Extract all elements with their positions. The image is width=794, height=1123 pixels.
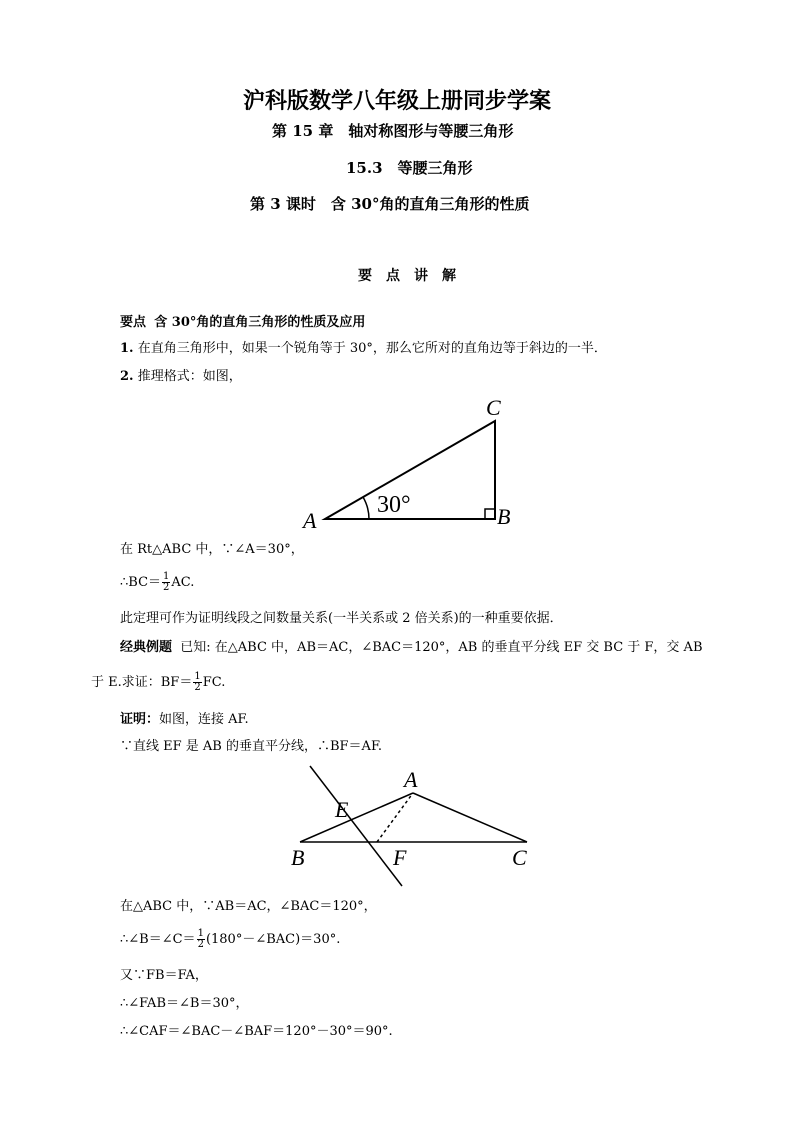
proof-step-3: 又∵FB＝FA，	[120, 968, 208, 983]
reasoning-line-2	[120, 572, 194, 593]
proof-intro	[120, 711, 249, 729]
fraction-half	[162, 572, 170, 593]
proof-step-5: ∴∠CAF＝∠BAC－∠BAF＝120°－30°＝90°.	[120, 1024, 393, 1039]
section-heading: 要 点 讲 解	[358, 268, 456, 284]
proof-step-4: ∴∠FAB＝∠B＝30°，	[120, 996, 249, 1011]
key-point	[120, 314, 365, 332]
example-continuation-end: FC.	[202, 675, 226, 690]
example	[120, 639, 703, 657]
example-continuation-start: 于 E.求证：BF＝	[91, 675, 193, 690]
proof-label: 证明：	[120, 712, 160, 727]
reasoning-line-2-end: AC.	[171, 575, 195, 590]
key-point-label: 要点	[120, 315, 147, 330]
point-f-label: F	[393, 845, 407, 870]
fraction-half	[193, 672, 201, 693]
vertex-b-label: B	[497, 504, 511, 529]
segment-ba	[300, 793, 413, 842]
fraction-denominator: 2	[194, 682, 201, 693]
key-point-title: 含 30°角的直角三角形的性质及应用	[154, 315, 366, 330]
angle-label: 30°	[377, 492, 411, 518]
proof-step-1: 在△ABC 中，∵AB＝AC，∠BAC＝120°，	[120, 899, 377, 914]
example-label: 经典例题	[120, 640, 173, 655]
fraction-numerator: 1	[197, 928, 204, 939]
proof-step-2-end: (180°－∠BAC)＝30°.	[205, 932, 341, 947]
proof-line-2: ∵直线 EF 是 AB 的垂直平分线，∴BF＝AF.	[120, 739, 383, 754]
proof-text: 如图，连接 AF.	[159, 712, 249, 727]
isosceles-triangle-figure	[285, 760, 535, 890]
vertex-c-label: C	[486, 395, 501, 420]
reasoning-line-1: 在 Rt△ABC 中，∵∠A＝30°，	[120, 542, 304, 557]
reasoning-note: 此定理可作为证明线段之间数量关系(一半关系或 2 倍关系)的一种重要依据．	[120, 611, 563, 626]
vertex-b-label: B	[291, 845, 305, 870]
vertex-c-label: C	[512, 845, 527, 870]
angle-arc	[363, 497, 369, 519]
example-continuation	[91, 672, 225, 693]
item-1-text: 在直角三角形中，如果一个锐角等于 30°，那么它所对的直角边等于斜边的一半．	[137, 341, 607, 356]
fraction-half	[197, 929, 205, 950]
item-2	[120, 368, 242, 386]
item-2-text: 推理格式：如图，	[137, 369, 242, 384]
right-angle-mark	[485, 509, 495, 519]
lesson-title: 第 3 课时 含 30°角的直角三角形的性质	[250, 195, 530, 213]
section-title: 15.3 等腰三角形	[346, 159, 473, 177]
proof-step-2	[120, 929, 340, 950]
item-2-number: 2.	[120, 369, 134, 384]
item-1-number: 1.	[120, 341, 134, 356]
segment-ac	[413, 793, 527, 842]
fraction-denominator: 2	[197, 939, 204, 950]
fraction-denominator: 2	[163, 582, 170, 593]
chapter-title: 第 15 章 轴对称图形与等腰三角形	[272, 122, 514, 140]
fraction-numerator: 1	[194, 671, 201, 682]
vertex-a-label: A	[404, 767, 418, 792]
page-title: 沪科版数学八年级上册同步学案	[242, 88, 551, 114]
example-text: 已知: 在△ABC 中，AB＝AC，∠BAC＝120°，AB 的垂直平分线 EF 交 BC 于 F，交 AB	[180, 640, 703, 655]
point-e-label: E	[335, 797, 349, 822]
reasoning-line-2-start: ∴BC＝	[120, 575, 162, 590]
right-triangle-figure	[295, 390, 530, 535]
vertex-a-label: A	[303, 508, 317, 533]
item-1	[120, 340, 607, 358]
proof-step-2-start: ∴∠B＝∠C＝	[120, 932, 196, 947]
fraction-numerator: 1	[163, 571, 170, 582]
